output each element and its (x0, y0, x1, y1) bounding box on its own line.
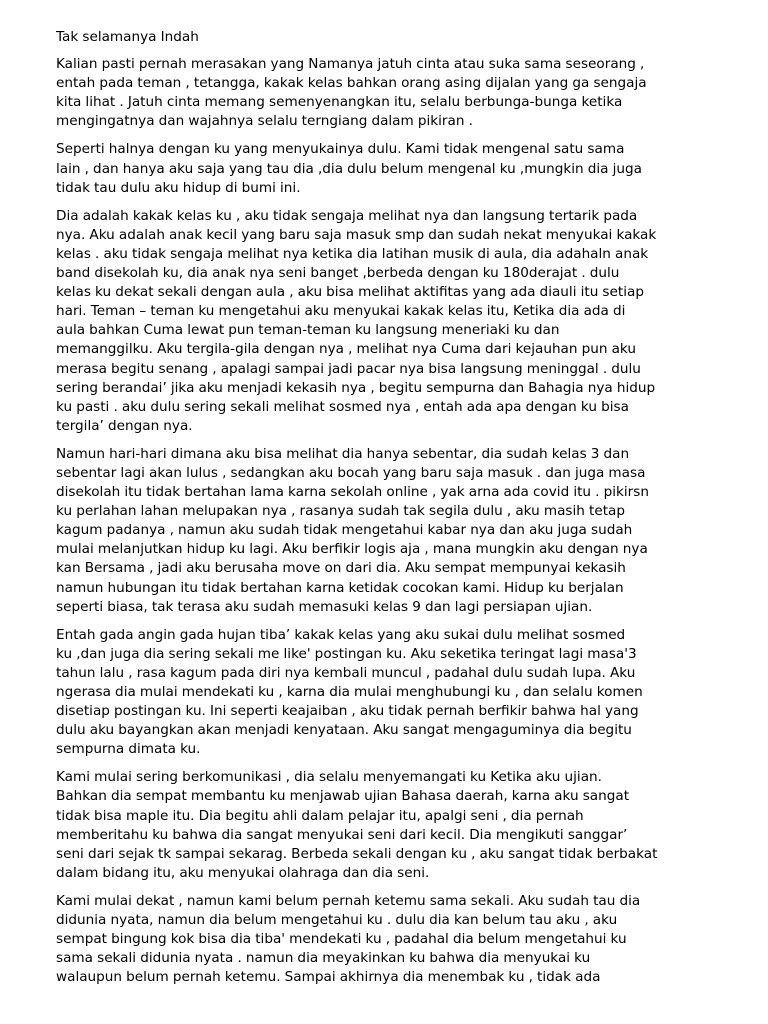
paragraph-4: Namun hari-hari dimana aku bisa melihat dia hanya sebentar, dia sudah kelas 3 dan sebentar lagi akan lulus , sedangkan aku bocah yang baru saja masuk . dan juga masa disekolah itu tidak bertahan lama karna sekolah online , yak arna ada covid itu . pikirsn ku perlahan lahan melupakan nya , rasanya sudah tak segila dulu , aku masih tetap kagum padanya , namun aku sudah tidak mengetahui kabar nya dan aku juga sudah mulai melanjutkan hidup ku lagi. Aku berfikir logis aja , mana mungkin aku dengan nya kan Bersama , jadi aku berusaha move on dari dia. Aku sempat mempunyai kekasih namun hubungan itu tidak bertahan karna ketidak cocokan kami. Hidup ku berjalan seperti biasa, tak terasa aku sudah memasuki kelas 9 dan lagi persiapan ujian. (56, 445, 649, 615)
document-page (56, 28, 692, 996)
paragraph-7: Kami mulai dekat , namun kami belum pernah ketemu sama sekali. Aku sudah tau dia didunia nyata, namun dia belum mengetahui ku . dulu dia kan belum tau aku , aku sempat bingung kok bisa dia tiba' mendekati ku , padahal dia belum mengetahui ku sama sekali didunia nyata . namun dia meyakinkan ku bahwa dia menyukai ku walaupun belum pernah ketemu. Sampai akhirnya dia menembak ku , tidak ada (56, 892, 641, 986)
document-title: Tak selamanya Indah (56, 29, 199, 45)
paragraph-3: Dia adalah kakak kelas ku , aku tidak sengaja melihat nya dan langsung tertarik pada nya. Aku adalah anak kecil yang baru saja masuk smp dan sudah nekat menyukai kakak kelas . aku tidak sengaja melihat nya ketika dia latihan musik di aula, dia adahaln anak band disekolah ku, dia anak nya seni banget ,berbeda dengan ku 180derajat . dulu kelas ku dekat sekali dengan aula , aku bisa melihat aktifitas yang ada diauli itu setiap hari. Teman – teman ku mengetahui aku menyukai kakak kelas itu, Ketika dia ada di aula bahkan Cuma lewat pun teman-teman ku langsung meneriaki ku dan memanggilku. Aku tergila-gila dengan nya , melihat nya Cuma dari kejauhan pun aku merasa begitu senang , apalagi sampai jadi pacar nya bisa langsung meninggal . dulu sering berandai’ jika aku menjadi kekasih nya , begitu sempurna dan Bahagia nya hidup ku pasti . aku dulu sering sekali melihat sosmed nya , entah ada apa dengan ku bisa tergila’ dengan nya. (56, 207, 657, 434)
paragraph-5: Entah gada angin gada hujan tiba’ kakak kelas yang aku sukai dulu melihat sosmed ku ,dan juga dia sering sekali me like' postingan ku. Aku seketika teringat lagi masa'3 tahun lalu , rasa kagum pada diri nya kembali muncul , padahal dulu sudah lupa. Aku ngerasa dia mulai mendekati ku , karna dia mulai menghubungi ku , dan selalu komen disetiap postingan ku. Ini seperti keajaiban , aku tidak pernah berfikir bahwa hal yang dulu aku bayangkan akan menjadi kenyataan. Aku sangat mengaguminya dia begitu sempurna dimata ku. (56, 626, 643, 758)
paragraph-6: Kami mulai sering berkomunikasi , dia selalu menyemangati ku Ketika aku ujian. Bahkan dia sempat membantu ku menjawab ujian Bahasa daerah, karna aku sangat tidak bisa maple itu. Dia begitu ahli dalam pelajar itu, apalgi seni , dia pernah memberitahu ku bahwa dia sangat menyukai seni dari kecil. Dia mengikuti sanggar’ seni dari sejak tk sampai sekarag. Berbeda sekali dengan ku , aku sangat tidak berbakat dalam bidang itu, aku menyukai olahraga dan dia seni. (56, 769, 658, 881)
paragraph-1: Kalian pasti pernah merasakan yang Namanya jatuh cinta atau suka sama seseorang , entah pada teman , tetangga, kakak kelas bahkan orang asing dijalan yang ga sengaja kita lihat . Jatuh cinta memang semenyenangkan itu, selalu berbunga-bunga ketika mengingatnya dan wajahnya selalu terngiang dalam pikiran . (56, 56, 647, 130)
paragraph-2: Seperti halnya dengan ku yang menyukainya dulu. Kami tidak mengenal satu sama lain , dan hanya aku saja yang tau dia ,dia dulu belum mengenal ku ,mungkin dia juga tidak tau dulu aku hidup di bumi ini. (56, 141, 642, 196)
